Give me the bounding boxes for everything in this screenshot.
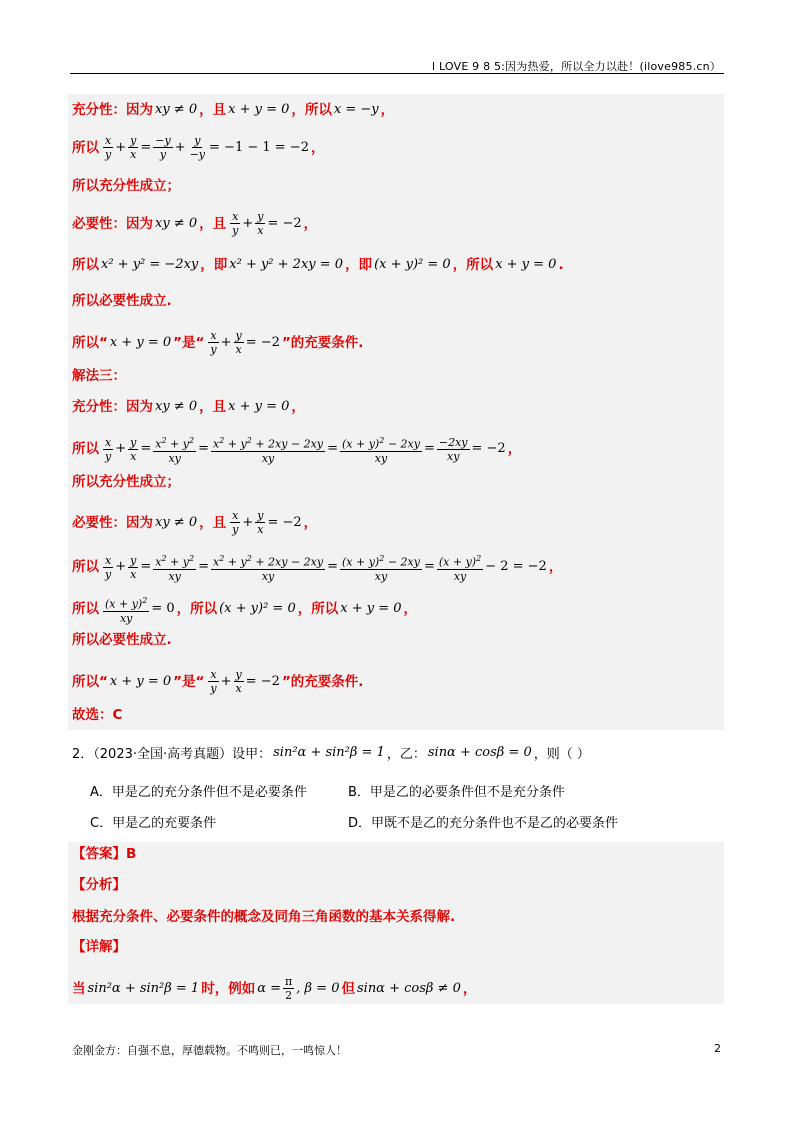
math: sinα + cosβ ≠ 0 [356, 980, 461, 996]
math: x + y = 0 [109, 334, 172, 350]
math: = −2 [245, 673, 280, 689]
math: x + y = 0 [109, 673, 172, 689]
text: ，且 [199, 514, 227, 531]
text: . [558, 257, 564, 273]
text: ”的充要条件. [281, 334, 364, 351]
math-expression: $\frac{x}{y}$ + $\frac{y}{x}$ = $\frac{x^2 + y^2}{xy}$ = $\frac{x^2 + y^2 + 2xy - 2xy}{xy}$ = $\frac{(x + y)^2 - 2xy}{xy}$ = $\frac{-2xy}{xy}$ = −2 [105, 435, 506, 465]
detail-label: 【详解】 [72, 939, 126, 955]
text: 必要性：因为 [72, 215, 153, 232]
math-expression: $\frac{x}{y}$ + $\frac{y}{x}$ = −2 [232, 210, 302, 237]
solution-line-1 [72, 101, 394, 119]
solution-line-9 [72, 398, 305, 416]
text: ”的充要条件. [281, 673, 364, 690]
math: = −2 [267, 215, 302, 231]
solution-line-6: 所以必要性成立. [72, 293, 172, 309]
math: (x + y)² = 0 [374, 257, 451, 272]
question-2-stem [72, 743, 590, 762]
text: 充分性：因为 [72, 102, 153, 118]
text: 所以“ [72, 334, 108, 351]
footer-motto: 金刚金方：自强不息，厚德载物。不鸣则已，一鸣惊人！ [72, 1044, 347, 1057]
text: ，所以 [291, 102, 332, 118]
option-a: A．甲是乙的充分条件但不是必要条件 [90, 785, 307, 800]
math: xy ≠ 0 [155, 399, 198, 414]
math-expression: $\frac{x}{y}$ + $\frac{y}{x}$ = −2 [210, 668, 280, 695]
math: sin²α + sin²β = 1 [87, 980, 200, 996]
math: = −2 [245, 334, 280, 350]
math-expression: $\frac{x}{y}$ + $\frac{y}{x}$ = −2 [232, 509, 302, 536]
detail-line-1 [72, 975, 476, 1002]
text: 所以“ [72, 673, 108, 690]
solution-line-15: 所以必要性成立. [72, 632, 172, 648]
math: = −2 [471, 441, 506, 457]
math: (x + y)² = 0 [219, 601, 296, 617]
text: ，且 [199, 102, 227, 118]
math: x = −y [333, 102, 379, 117]
math: x² + y² = −2xy [101, 257, 199, 272]
solution-line-12 [72, 509, 317, 536]
text: ，乙： [386, 747, 426, 762]
header-divider [70, 73, 724, 74]
text: ”是“ [173, 673, 205, 690]
math: sinα + cosβ = 0 [427, 745, 532, 760]
text: 2．（2023·全国·高考真题）设甲： [72, 747, 272, 762]
text: ， [507, 441, 522, 458]
text: ”是“ [173, 334, 205, 351]
text: ，所以 [176, 601, 218, 618]
math: α = [257, 980, 282, 996]
text: ，则（ ） [533, 747, 590, 762]
text: ， [548, 559, 563, 576]
text: ， [303, 514, 318, 531]
text: ， [380, 102, 395, 118]
text: 所以 [72, 559, 99, 576]
math: x + y = 0 [495, 257, 557, 272]
math: x + y = 0 [340, 601, 402, 617]
solution-line-16 [72, 668, 363, 695]
text: ，即 [200, 257, 228, 273]
math: 2 [285, 989, 293, 1002]
math: π [285, 975, 293, 988]
text: ， [291, 399, 305, 415]
solution-line-11: 所以充分性成立； [72, 474, 180, 490]
text: 但 [341, 980, 355, 997]
math: xy ≠ 0 [155, 102, 198, 117]
solution-line-5 [72, 256, 564, 274]
math: xy ≠ 0 [155, 215, 198, 231]
math-expression: $\frac{x}{y}$ + $\frac{y}{x}$ = −2 [210, 329, 280, 356]
text: ，且 [199, 399, 227, 415]
math: x + y = 0 [228, 399, 290, 414]
solution-line-2 [72, 134, 324, 161]
text: 充分性：因为 [72, 399, 153, 415]
math-expression: $\frac{(x + y)^2}{xy}$ = 0 [105, 596, 175, 625]
text: ，所以 [297, 601, 339, 618]
math-expression [257, 975, 339, 1002]
solution-line-10 [72, 434, 521, 465]
option-d: D．甲既不是乙的充分条件也不是乙的必要条件 [348, 816, 619, 831]
method-three-heading: 解法三： [72, 368, 126, 384]
text: ， [310, 139, 325, 156]
math: x + y = 0 [228, 102, 290, 117]
math: xy ≠ 0 [155, 514, 198, 530]
text: ，即 [345, 257, 373, 273]
solution-line-4 [72, 210, 317, 237]
text: ，且 [199, 215, 227, 232]
text: 所以 [72, 441, 99, 458]
math: = 0 [151, 601, 175, 617]
answer-label: 【答案】B [72, 846, 137, 862]
text: ，所以 [452, 257, 494, 273]
page-number: 2 [714, 1042, 721, 1055]
text: ， [462, 980, 477, 997]
text: 所以 [72, 601, 99, 618]
math: , β = 0 [296, 980, 340, 996]
text: 所以 [72, 257, 99, 273]
text: 当 [72, 980, 86, 997]
math: x² + y² + 2xy = 0 [229, 257, 344, 272]
math: sin²α + sin²β = 1 [273, 745, 385, 760]
solution-line-3: 所以充分性成立； [72, 178, 180, 194]
text: 时，例如 [201, 980, 256, 997]
solution-line-13 [72, 552, 562, 583]
text: ， [403, 601, 417, 618]
math-expression: $\frac{x}{y}$ + $\frac{y}{x}$ = $\frac{-y}{y}$ + $\frac{y}{-y}$ = −1 − 1 = −2 [105, 134, 309, 161]
math-expression: $\frac{x}{y}$ + $\frac{y}{x}$ = $\frac{x^2 + y^2}{xy}$ = $\frac{x^2 + y^2 + 2xy - 2xy}{xy}$ = $\frac{(x + y)^2 - 2xy}{xy}$ = $\frac{(x + y)^2}{xy}$ − 2 = −2 [105, 553, 547, 583]
final-choice: 故选：C [72, 707, 123, 723]
solution-line-7 [72, 329, 363, 356]
analysis-label: 【分析】 [72, 877, 126, 893]
math: − 2 = −2 [485, 559, 547, 575]
solution-line-14 [72, 594, 417, 625]
text: 所以 [72, 139, 99, 156]
text: ， [303, 215, 318, 232]
analysis-text: 根据充分条件、必要条件的概念及同角三角函数的基本关系得解. [72, 909, 456, 925]
page-header: I LOVE 9 8 5:因为热爱，所以全力以赴！(ilove985.cn） [431, 60, 721, 73]
math: = −1 − 1 = −2 [209, 139, 309, 155]
text: 必要性：因为 [72, 514, 153, 531]
option-b: B．甲是乙的必要条件但不是充分条件 [348, 785, 565, 800]
option-c: C．甲是乙的充要条件 [90, 816, 217, 831]
math: = −2 [267, 514, 302, 530]
